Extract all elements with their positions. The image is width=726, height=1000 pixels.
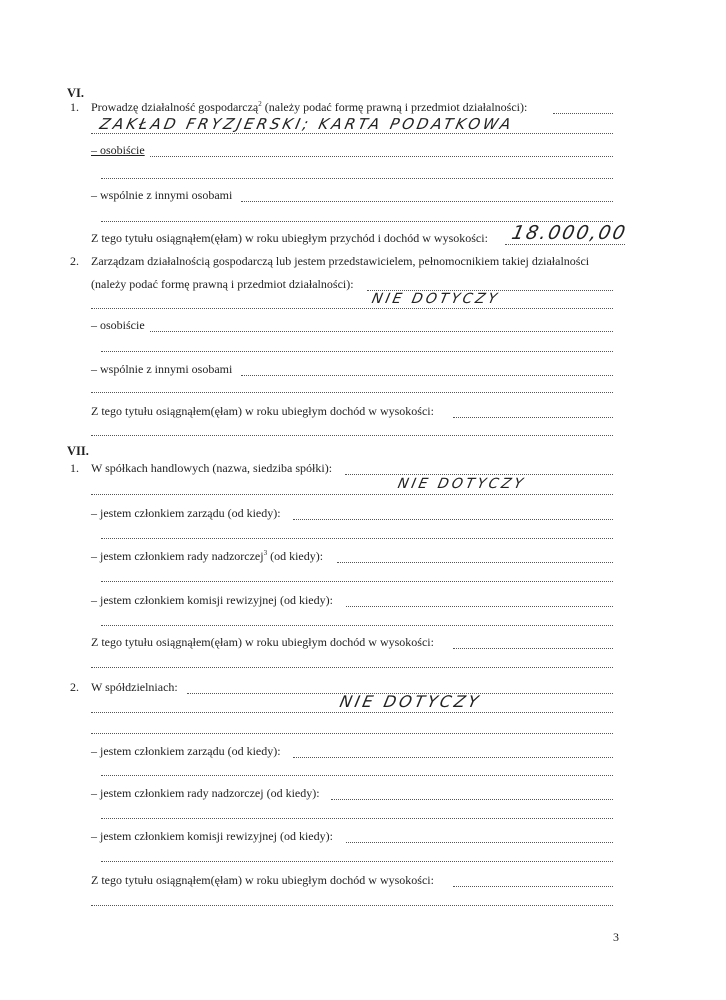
vii-item1-dotline-3 xyxy=(101,538,613,539)
vii-item1-dotline-4 xyxy=(337,562,613,563)
vii-item2-dotline-9 xyxy=(453,886,613,887)
vii-item2-handwritten-value: NIE DOTYCZY xyxy=(337,692,483,711)
vii-item2-zarzad: – jestem członkiem zarządu (od kiedy): xyxy=(91,744,281,758)
vi-item1-dotline-4 xyxy=(241,201,613,202)
vii-item2-rada: – jestem członkiem rady nadzorczej (od kiedy): xyxy=(91,786,320,800)
vi-item2-handwritten-value: NIE DOTYCZY xyxy=(370,291,502,307)
vi-item2-dotline-2 xyxy=(150,331,613,332)
vi-item2-label: Zarządzam działalnością gospodarczą lub jestem przedstawicielem, pełnomocnikiem takiej działalności xyxy=(91,254,590,268)
vi-item1-dotline-0 xyxy=(553,113,613,114)
vi-item2-label-line2: (należy podać formę prawną i przedmiot działalności): xyxy=(91,277,354,291)
vii-item2-number: 2. xyxy=(70,680,79,694)
vii-item2-dotline-1 xyxy=(91,712,613,713)
vi-item1-label xyxy=(91,100,527,115)
vi-item1-dotline-2 xyxy=(150,156,613,157)
vi-item1-handwritten-value: ZAKŁAD FRYZJERSKI; KARTA PODATKOWA xyxy=(98,115,516,133)
vii-item2-dotline-3 xyxy=(293,757,613,758)
vii-item1-komisja: – jestem członkiem komisji rewizyjnej (od kiedy): xyxy=(91,593,333,607)
vii-item2-label: W spółdzielniach: xyxy=(91,680,178,694)
vi-item1-osobiscie-text: – osobiście xyxy=(91,143,145,157)
vii-item1-zarzad: – jestem członkiem zarządu (od kiedy): xyxy=(91,506,281,520)
vii-item1-dotline-6 xyxy=(346,606,613,607)
vi-item1-osobiscie xyxy=(91,143,145,158)
vii-item2-dotline-4 xyxy=(101,775,613,776)
vii-item1-dotline-5 xyxy=(101,581,613,582)
vi-item1-label-main: Prowadzę działalność gospodarczą xyxy=(91,100,259,114)
vii-item1-dotline-1 xyxy=(91,494,613,495)
vii-item1-rada-text: – jestem członkiem rady nadzorczej xyxy=(91,549,264,563)
vi-item2-wspolnie: – wspólnie z innymi osobami xyxy=(91,362,233,376)
vii-item1-dotline-2 xyxy=(293,519,613,520)
vi-item2-dotline-1 xyxy=(91,308,613,309)
vii-item2-komisja: – jestem członkiem komisji rewizyjnej (od kiedy): xyxy=(91,829,333,843)
vii-item1-label: W spółkach handlowych (nazwa, siedziba spółki): xyxy=(91,461,333,475)
vii-item1-handwritten-value: NIE DOTYCZY xyxy=(396,476,528,492)
vi-item1-number: 1. xyxy=(70,100,79,114)
vii-item2-dotline-2 xyxy=(91,733,613,734)
vi-item2-dotline-5 xyxy=(91,392,613,393)
vi-item2-income-label: Z tego tytułu osiągnąłem(ęłam) w roku ubiegłym dochód w wysokości: xyxy=(91,404,434,418)
vii-item1-number: 1. xyxy=(70,461,79,475)
vi-item2-number: 2. xyxy=(70,254,79,268)
vii-item2-dotline-5 xyxy=(331,799,613,800)
vi-item2-dotline-3 xyxy=(101,351,613,352)
vi-item1-dotline-1 xyxy=(91,133,613,134)
page-number: 3 xyxy=(613,930,619,944)
vi-item1-label-rest: (należy podać formę prawną i przedmiot działalności): xyxy=(261,100,528,114)
vii-item2-dotline-7 xyxy=(346,842,613,843)
vi-item1-dotline-6 xyxy=(505,244,625,245)
vi-item1-wspolnie: – wspólnie z innymi osobami xyxy=(91,188,233,202)
vii-item2-dotline-6 xyxy=(101,818,613,819)
vi-item1-dotline-3 xyxy=(101,178,613,179)
vii-item1-dotline-7 xyxy=(101,625,613,626)
section-vi-heading: VI. xyxy=(67,86,85,100)
vi-item1-income-label: Z tego tytułu osiągnąłem(ęłam) w roku ubiegłym przychód i dochód w wysokości: xyxy=(91,231,488,245)
vi-item1-footnote: 2 xyxy=(258,100,262,108)
vi-item1-income-value: 18.000,00 xyxy=(509,222,630,244)
vii-item1-dotline-0 xyxy=(345,474,613,475)
vii-item1-rada-footnote: 3 xyxy=(263,549,268,557)
vii-item2-dotline-10 xyxy=(91,905,613,906)
vii-item2-dotline-8 xyxy=(101,861,613,862)
vi-item2-dotline-7 xyxy=(91,435,613,436)
vii-item2-income-label: Z tego tytułu osiągnąłem(ęłam) w roku ubiegłym dochód w wysokości: xyxy=(91,873,434,887)
vii-item1-income-label: Z tego tytułu osiągnąłem(ęłam) w roku ubiegłym dochód w wysokości: xyxy=(91,635,434,649)
vii-item1-rada-rest: (od kiedy): xyxy=(267,549,324,563)
vii-item1-dotline-9 xyxy=(91,667,613,668)
vi-item2-osobiscie: – osobiście xyxy=(91,318,145,332)
vi-item2-dotline-4 xyxy=(241,375,613,376)
vii-item1-dotline-8 xyxy=(453,648,613,649)
vii-item1-rada xyxy=(91,549,323,564)
section-vii-heading: VII. xyxy=(67,444,89,458)
vi-item2-dotline-6 xyxy=(453,417,613,418)
